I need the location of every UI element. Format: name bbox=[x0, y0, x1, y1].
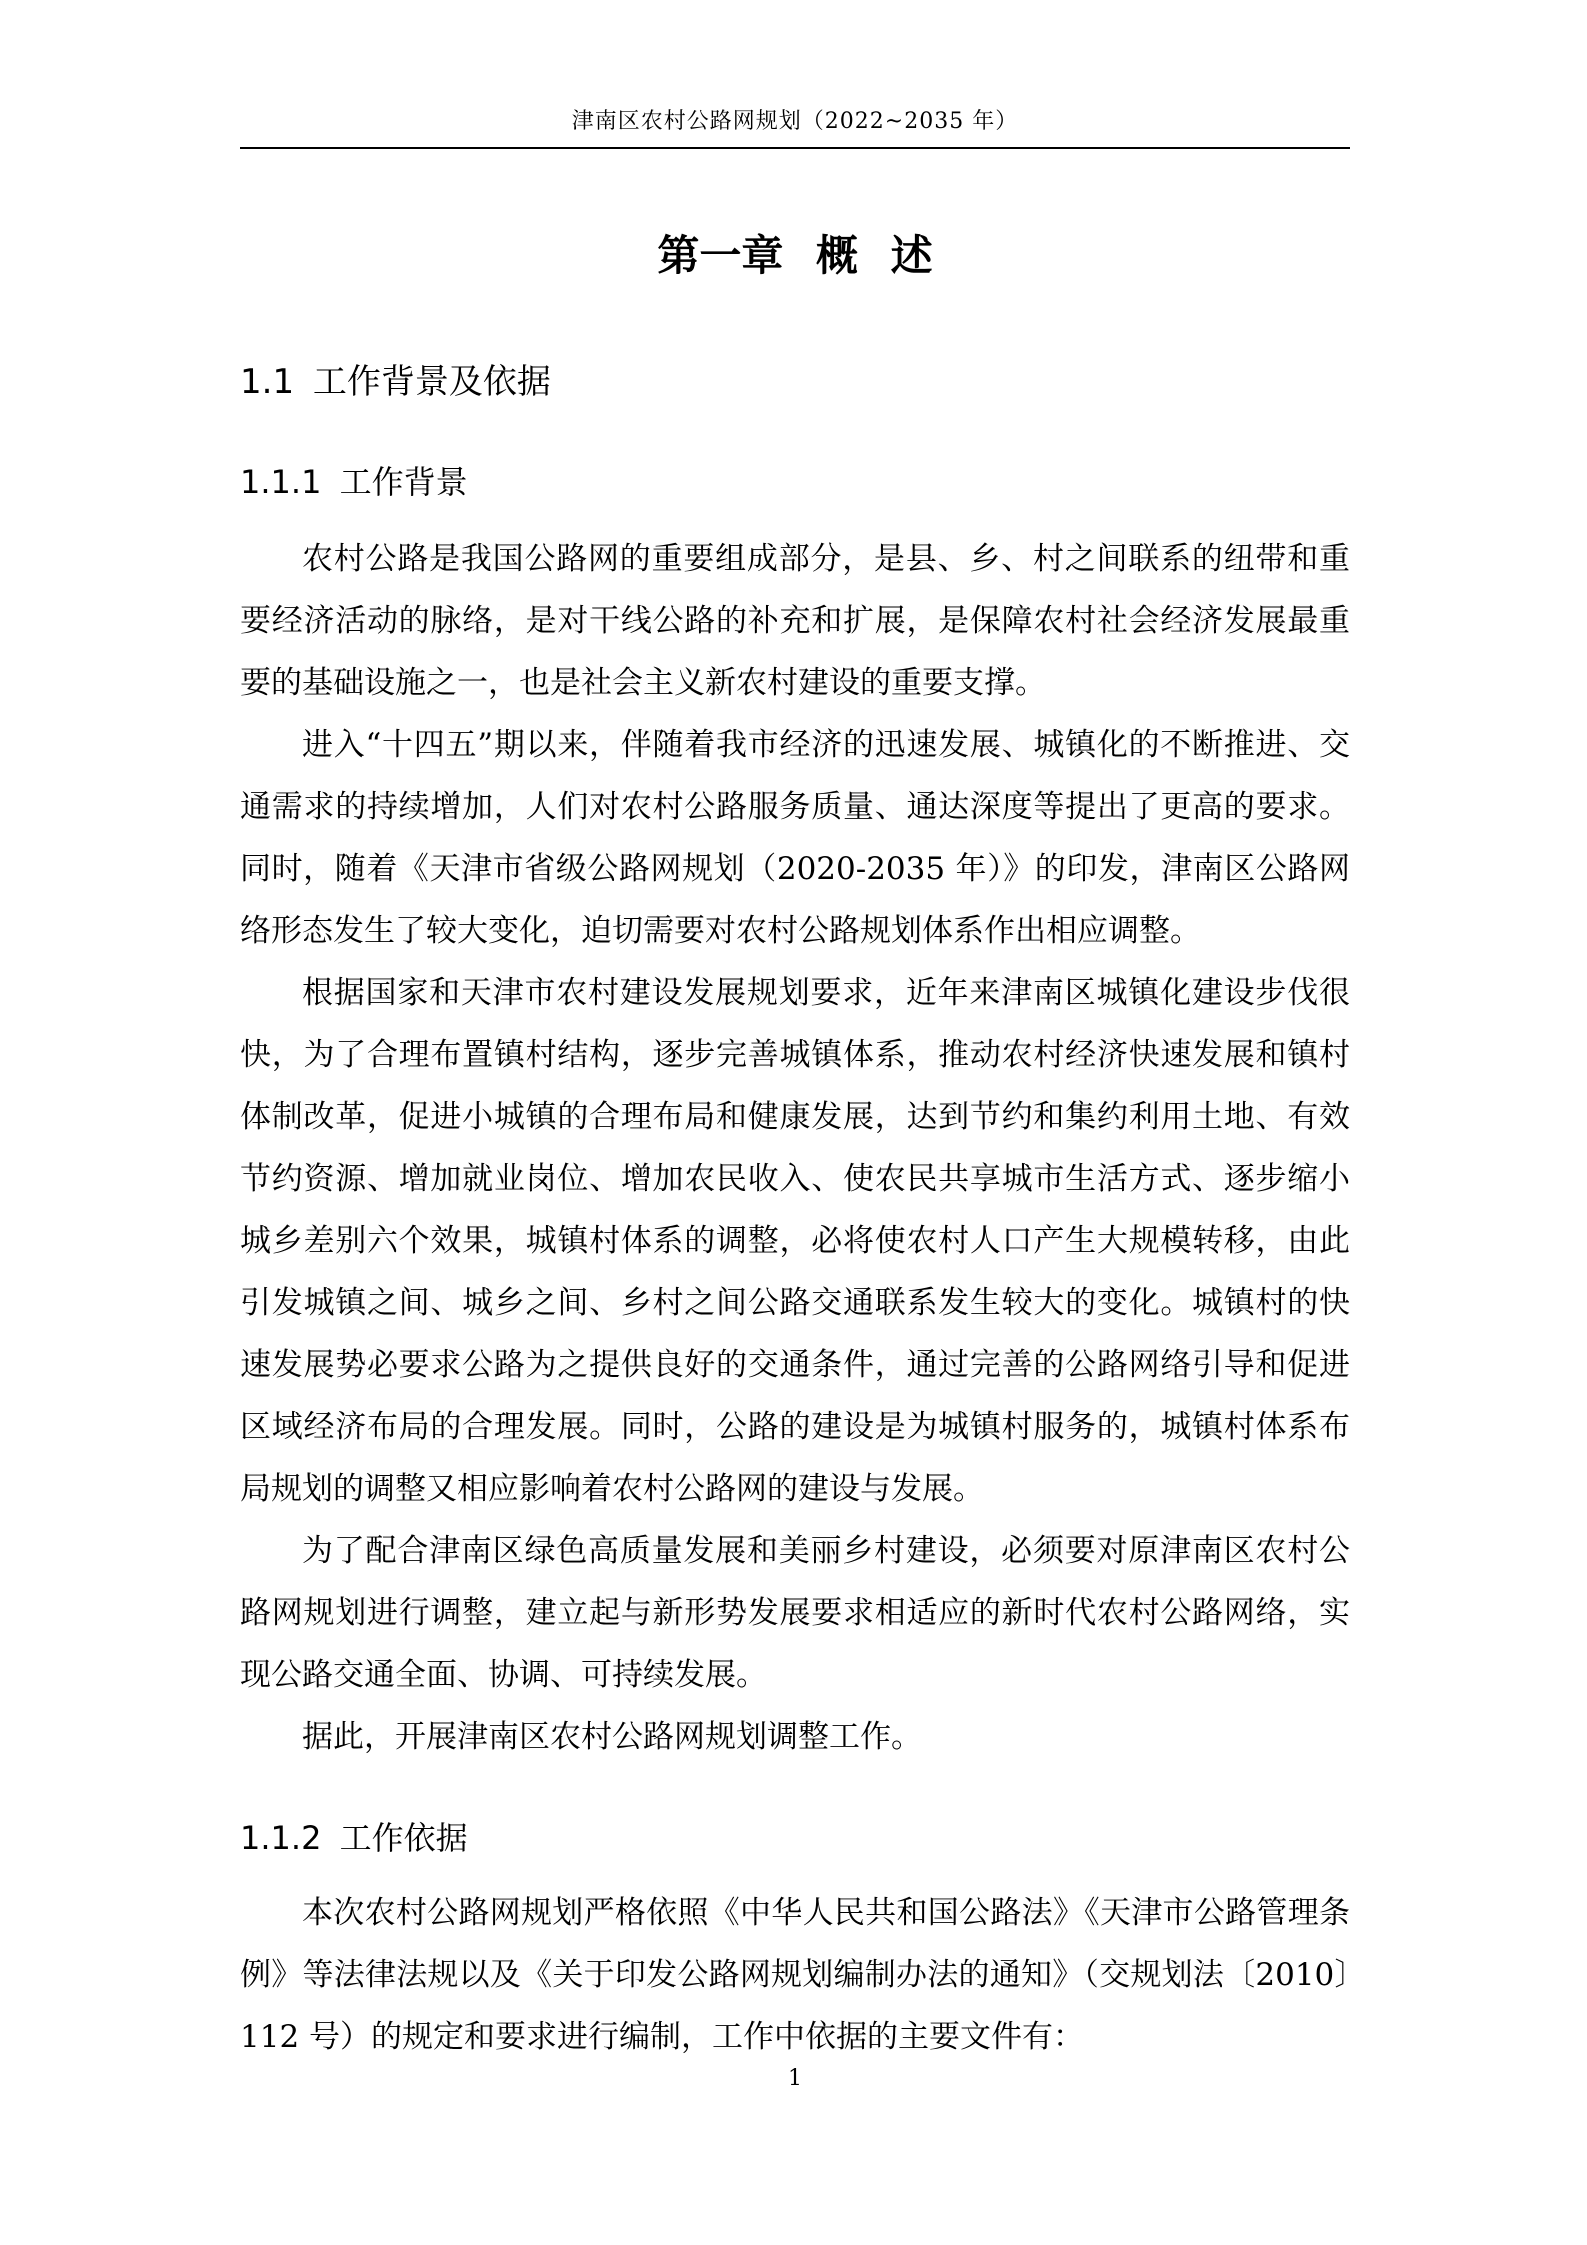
page-number: 1 bbox=[788, 2066, 802, 2091]
paragraph: 进入“十四五”期以来，伴随着我市经济的迅速发展、城镇化的不断推进、交通需求的持续增加，人们对农村公路服务质量、通达深度等提出了更高的要求。同时，随着《天津市省级公路网规划（2020-2035 年）》的印发，津南区公路网络形态发生了较大变化，迫切需要对农村公路规划体系作出相应调整。 bbox=[240, 727, 1350, 949]
section-title-1-1: 1.1 工作背景及依据 bbox=[240, 362, 551, 402]
header-rule bbox=[240, 147, 1350, 149]
paragraph: 农村公路是我国公路网的重要组成部分，是县、乡、村之间联系的纽带和重要经济活动的脉络，是对干线公路的补充和扩展，是保障农村社会经济发展最重要的基础设施之一，也是社会主义新农村建设的重要支撑。 bbox=[240, 541, 1350, 701]
chapter-title: 第一章 概 述 bbox=[657, 231, 933, 280]
paragraph: 根据国家和天津市农村建设发展规划要求，近年来津南区城镇化建设步伐很快，为了合理布置镇村结构，逐步完善城镇体系，推动农村经济快速发展和镇村体制改革，促进小城镇的合理布局和健康发展，达到节约和集约利用土地、有效节约资源、增加就业岗位、增加农民收入、使农民共享城市生活方式、逐步缩小城乡差别六个效果，城镇村体系的调整，必将使农村人口产生大规模转移，由此引发城镇之间、城乡之间、乡村之间公路交通联系发生较大的变化。城镇村的快速发展势必要求公路为之提供良好的交通条件，通过完善的公路网络引导和促进区域经济布局的合理发展。同时，公路的建设是为城镇村服务的，城镇村体系布局规划的调整又相应影响着农村公路网的建设与发展。 bbox=[240, 975, 1350, 1507]
subsection-body-1-1-2 bbox=[240, 1882, 1350, 2068]
running-header: 津南区农村公路网规划（2022~2035 年） bbox=[571, 109, 1019, 134]
subsection-title-1-1-1: 1.1.1 工作背景 bbox=[240, 463, 468, 501]
subsection-body-1-1-1 bbox=[240, 528, 1350, 1768]
paragraph: 本次农村公路网规划严格依照《中华人民共和国公路法》《天津市公路管理条例》等法律法规以及《关于印发公路网规划编制办法的通知》（交规划法〔2010〕112 号）的规定和要求进行编制，工作中依据的主要文件有： bbox=[240, 1895, 1350, 2055]
paragraph: 为了配合津南区绿色高质量发展和美丽乡村建设，必须要对原津南区农村公路网规划进行调整，建立起与新形势发展要求相适应的新时代农村公路网络，实现公路交通全面、协调、可持续发展。 bbox=[240, 1533, 1350, 1693]
subsection-title-1-1-2: 1.1.2 工作依据 bbox=[240, 1819, 468, 1857]
paragraph: 据此，开展津南区农村公路网规划调整工作。 bbox=[302, 1719, 922, 1755]
